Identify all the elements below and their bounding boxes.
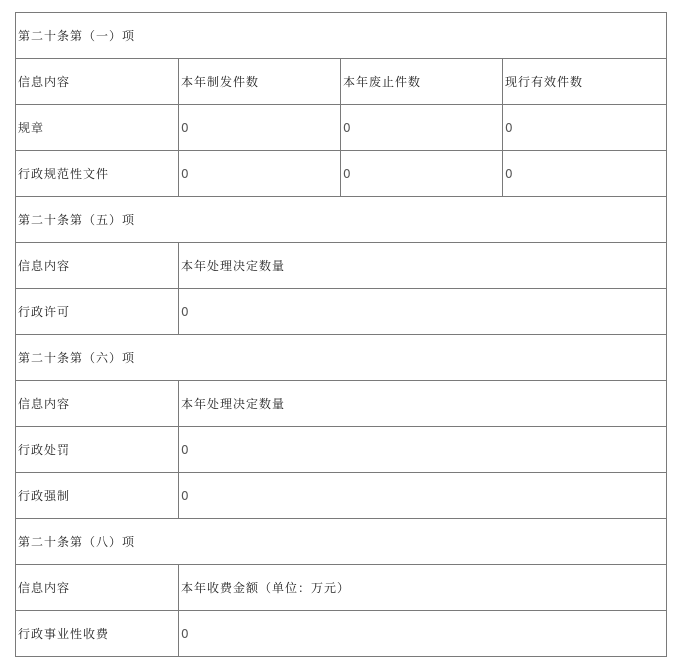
table-row — [16, 151, 667, 197]
row-label: 规章 — [16, 105, 179, 151]
row-label: 行政规范性文件 — [16, 151, 179, 197]
disclosure-table — [15, 12, 667, 657]
header-cell-abolished: 本年废止件数 — [341, 59, 503, 105]
value-cell: 0 — [503, 105, 667, 151]
section-title: 第二十条第（八）项 — [16, 519, 667, 565]
value-cell: 0 — [179, 151, 341, 197]
section-title-row — [16, 13, 667, 59]
header-cell-decisions: 本年处理决定数量 — [179, 243, 667, 289]
header-cell-issued: 本年制发件数 — [179, 59, 341, 105]
header-cell-fees: 本年收费金额（单位：万元） — [179, 565, 667, 611]
value-cell: 0 — [179, 611, 667, 657]
section-title-row — [16, 519, 667, 565]
row-label: 行政许可 — [16, 289, 179, 335]
header-cell-info: 信息内容 — [16, 243, 179, 289]
row-label: 行政事业性收费 — [16, 611, 179, 657]
header-cell-info: 信息内容 — [16, 565, 179, 611]
header-row — [16, 243, 667, 289]
table-row — [16, 289, 667, 335]
header-row — [16, 59, 667, 105]
table-row — [16, 105, 667, 151]
section-title: 第二十条第（五）项 — [16, 197, 667, 243]
header-cell-info: 信息内容 — [16, 59, 179, 105]
header-cell-decisions: 本年处理决定数量 — [179, 381, 667, 427]
value-cell: 0 — [179, 427, 667, 473]
row-label: 行政强制 — [16, 473, 179, 519]
value-cell: 0 — [341, 151, 503, 197]
value-cell: 0 — [179, 105, 341, 151]
header-row — [16, 381, 667, 427]
section-title-row — [16, 335, 667, 381]
header-cell-info: 信息内容 — [16, 381, 179, 427]
value-cell: 0 — [341, 105, 503, 151]
value-cell: 0 — [503, 151, 667, 197]
table-row — [16, 473, 667, 519]
section-title-row — [16, 197, 667, 243]
value-cell: 0 — [179, 473, 667, 519]
row-label: 行政处罚 — [16, 427, 179, 473]
value-cell: 0 — [179, 289, 667, 335]
table-row — [16, 427, 667, 473]
header-cell-valid: 现行有效件数 — [503, 59, 667, 105]
table-row — [16, 611, 667, 657]
header-row — [16, 565, 667, 611]
section-title: 第二十条第（一）项 — [16, 13, 667, 59]
section-title: 第二十条第（六）项 — [16, 335, 667, 381]
